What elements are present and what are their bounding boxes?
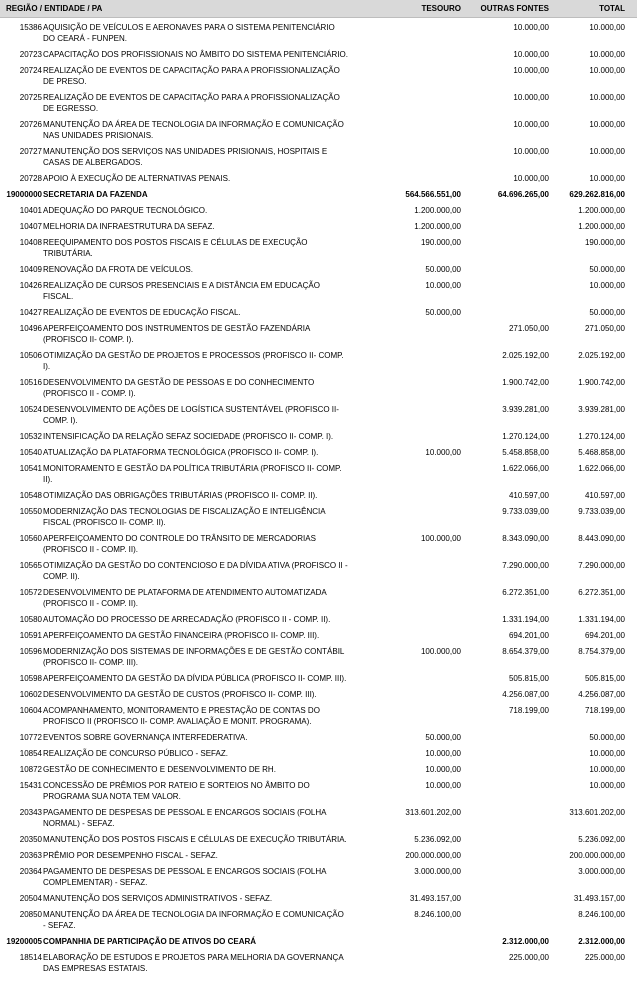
row-description: REALIZAÇÃO DE CURSOS PRESENCIAIS E A DISTÂNCIA EM EDUCAÇÃO FISCAL. xyxy=(43,281,320,301)
row-total: 271.050,00 xyxy=(584,324,625,333)
row-total: 4.256.087,00 xyxy=(578,690,625,699)
row-code: 15431 xyxy=(19,781,42,790)
row-code: 10580 xyxy=(19,615,42,624)
row-code: 10560 xyxy=(19,534,42,543)
row-total: 31.493.157,00 xyxy=(573,894,625,903)
table-row xyxy=(0,705,637,727)
row-code: 10540 xyxy=(19,448,42,457)
row-outras-fontes: 225.000,00 xyxy=(508,953,549,962)
row-tesouro: 10.000,00 xyxy=(425,781,461,790)
row-outras-fontes: 410.597,00 xyxy=(508,491,549,500)
row-tesouro: 3.000.000,00 xyxy=(414,867,461,876)
row-tesouro: 313.601.202,00 xyxy=(405,808,461,817)
row-description: MODERNIZAÇÃO DOS SISTEMAS DE INFORMAÇÕES E DE GESTÃO CONTÁBIL (PROFISCO II- COMP. III). xyxy=(43,647,345,667)
row-total: 10.000,00 xyxy=(589,781,625,790)
table-row xyxy=(0,587,637,609)
row-description: OTIMIZAÇÃO DA GESTÃO DO CONTENCIOSO E DA DÍVIDA ATIVA (PROFISCO II - COMP. II). xyxy=(43,561,348,581)
row-code: 10854 xyxy=(19,749,42,758)
table-header xyxy=(0,0,637,18)
row-total: 6.272.351,00 xyxy=(578,588,625,597)
row-total: 10.000,00 xyxy=(589,765,625,774)
row-description: PAGAMENTO DE DESPESAS DE PESSOAL E ENCARGOS SOCIAIS (FOLHA COMPLEMENTAR) - SEFAZ. xyxy=(43,867,327,887)
row-code: 10596 xyxy=(19,647,42,656)
table-row xyxy=(0,119,637,141)
row-code: 20725 xyxy=(19,93,42,102)
row-description: MANUTENÇÃO DOS SERVIÇOS ADMINISTRATIVOS - SEFAZ. xyxy=(43,894,273,903)
row-code: 10407 xyxy=(19,222,42,231)
table-row xyxy=(0,323,637,345)
row-description: SECRETARIA DA FAZENDA xyxy=(43,190,148,199)
row-tesouro: 100.000,00 xyxy=(420,534,461,543)
row-description: APERFEIÇOAMENTO DOS INSTRUMENTOS DE GESTÃO FAZENDÁRIA (PROFISCO II- COMP. I). xyxy=(43,324,310,344)
row-description: APERFEIÇOAMENTO DA GESTÃO FINANCEIRA (PROFISCO II- COMP. III). xyxy=(43,631,320,640)
row-code: 10516 xyxy=(19,378,42,387)
row-total: 1.900.742,00 xyxy=(578,378,625,387)
row-code: 10772 xyxy=(19,733,42,742)
row-outras-fontes: 10.000,00 xyxy=(513,120,549,129)
row-code: 10426 xyxy=(19,281,42,290)
row-description: RENOVAÇÃO DA FROTA DE VEÍCULOS. xyxy=(43,265,193,274)
table-row xyxy=(0,646,637,668)
row-description: MANUTENÇÃO DA ÁREA DE TECNOLOGIA DA INFORMAÇÃO E COMUNICAÇÃO NAS UNIDADES PRISIONAIS. xyxy=(43,120,344,140)
row-total: 505.815,00 xyxy=(584,674,625,683)
row-tesouro: 10.000,00 xyxy=(425,281,461,290)
row-code: 20363 xyxy=(19,851,42,860)
row-description: DESENVOLVIMENTO DA GESTÃO DE PESSOAS E DO CONHECIMENTO (PROFISCO II - COMP. I). xyxy=(43,378,315,398)
row-description: OTIMIZAÇÃO DAS OBRIGAÇÕES TRIBUTÁRIAS (PROFISCO II- COMP. II). xyxy=(43,491,318,500)
row-total: 8.754.379,00 xyxy=(578,647,625,656)
row-description: DESENVOLVIMENTO DE AÇÕES DE LOGÍSTICA SUSTENTÁVEL (PROFISCO II- COMP. I). xyxy=(43,405,339,425)
table-row xyxy=(0,732,637,743)
row-description: MANUTENÇÃO DA ÁREA DE TECNOLOGIA DA INFORMAÇÃO E COMUNICAÇÃO - SEFAZ. xyxy=(43,910,344,930)
row-total: 10.000,00 xyxy=(589,50,625,59)
row-code: 10401 xyxy=(19,206,42,215)
row-code: 10506 xyxy=(19,351,42,360)
row-tesouro: 1.200.000,00 xyxy=(414,222,461,231)
table-row xyxy=(0,689,637,700)
table-row xyxy=(0,350,637,372)
row-code: 20728 xyxy=(19,174,42,183)
row-code: 20350 xyxy=(19,835,42,844)
table-row xyxy=(0,850,637,861)
row-code: 20850 xyxy=(19,910,42,919)
row-total: 629.262.816,00 xyxy=(569,190,625,199)
row-tesouro: 1.200.000,00 xyxy=(414,206,461,215)
row-total: 1.622.066,00 xyxy=(578,464,625,473)
table-row xyxy=(0,630,637,641)
table-row xyxy=(0,447,637,458)
table-row xyxy=(0,404,637,426)
table-row xyxy=(0,764,637,775)
row-description: DESENVOLVIMENTO DA GESTÃO DE CUSTOS (PROFISCO II- COMP. III). xyxy=(43,690,317,699)
row-code: 15386 xyxy=(19,23,42,32)
table-row xyxy=(0,463,637,485)
row-tesouro: 10.000,00 xyxy=(425,765,461,774)
row-description: EVENTOS SOBRE GOVERNANÇA INTERFEDERATIVA. xyxy=(43,733,248,742)
row-outras-fontes: 1.270.124,00 xyxy=(502,432,549,441)
row-total: 9.733.039,00 xyxy=(578,507,625,516)
row-total: 7.290.000,00 xyxy=(578,561,625,570)
row-tesouro: 50.000,00 xyxy=(425,265,461,274)
row-code: 10602 xyxy=(19,690,42,699)
row-description: REALIZAÇÃO DE CONCURSO PÚBLICO - SEFAZ. xyxy=(43,749,228,758)
row-code: 10565 xyxy=(19,561,42,570)
row-total: 2.312.000,00 xyxy=(578,937,625,946)
row-code: 10598 xyxy=(19,674,42,683)
row-code: 10604 xyxy=(19,706,42,715)
row-total: 10.000,00 xyxy=(589,147,625,156)
row-description: MANUTENÇÃO DOS POSTOS FISCAIS E CÉLULAS DE EXECUÇÃO TRIBUTÁRIA. xyxy=(43,835,347,844)
table-row xyxy=(0,673,637,684)
row-code: 10550 xyxy=(19,507,42,516)
row-description: REALIZAÇÃO DE EVENTOS DE CAPACITAÇÃO PARA A PROFISSIONALIZAÇÃO DE PRESO. xyxy=(43,66,340,86)
row-total: 1.200.000,00 xyxy=(578,222,625,231)
row-description: APERFEIÇOAMENTO DA GESTÃO DA DÍVIDA PÚBLICA (PROFISCO II- COMP. III). xyxy=(43,674,347,683)
row-total: 313.601.202,00 xyxy=(569,808,625,817)
table-row xyxy=(0,748,637,759)
row-outras-fontes: 1.622.066,00 xyxy=(502,464,549,473)
row-description: MELHORIA DA INFRAESTRUTURA DA SEFAZ. xyxy=(43,222,215,231)
row-code: 10872 xyxy=(19,765,42,774)
row-total: 8.443.090,00 xyxy=(578,534,625,543)
row-code: 10524 xyxy=(19,405,42,414)
row-description: COMPANHIA DE PARTICIPAÇÃO DE ATIVOS DO CEARÁ xyxy=(43,937,257,946)
column-header-region: REGIÃO / ENTIDADE / PA xyxy=(6,4,103,13)
row-total: 1.270.124,00 xyxy=(578,432,625,441)
table-row xyxy=(0,431,637,442)
row-total: 718.199,00 xyxy=(584,706,625,715)
row-total: 1.331.194,00 xyxy=(578,615,625,624)
row-tesouro: 10.000,00 xyxy=(425,749,461,758)
entity-row xyxy=(0,936,637,947)
row-tesouro: 5.236.092,00 xyxy=(414,835,461,844)
row-description: MODERNIZAÇÃO DAS TECNOLOGIAS DE FISCALIZAÇÃO E INTELIGÊNCIA FISCAL (PROFISCO II- COMP. II). xyxy=(43,507,326,527)
row-code: 10409 xyxy=(19,265,42,274)
table-row xyxy=(0,49,637,60)
table-row xyxy=(0,264,637,275)
row-tesouro: 100.000,00 xyxy=(420,647,461,656)
row-description: APOIO À EXECUÇÃO DE ALTERNATIVAS PENAIS. xyxy=(43,174,231,183)
row-description: ADEQUAÇÃO DO PARQUE TECNOLÓGICO. xyxy=(43,206,208,215)
row-total: 10.000,00 xyxy=(589,23,625,32)
row-total: 3.939.281,00 xyxy=(578,405,625,414)
row-total: 200.000.000,00 xyxy=(569,851,625,860)
row-outras-fontes: 9.733.039,00 xyxy=(502,507,549,516)
row-outras-fontes: 7.290.000,00 xyxy=(502,561,549,570)
row-outras-fontes: 10.000,00 xyxy=(513,93,549,102)
table-row xyxy=(0,780,637,802)
column-header-total: TOTAL xyxy=(599,4,625,13)
row-code: 20343 xyxy=(19,808,42,817)
table-row xyxy=(0,952,637,974)
table-row xyxy=(0,307,637,318)
row-total: 50.000,00 xyxy=(589,265,625,274)
row-total: 3.000.000,00 xyxy=(578,867,625,876)
row-outras-fontes: 10.000,00 xyxy=(513,174,549,183)
row-code: 20726 xyxy=(19,120,42,129)
table-row xyxy=(0,807,637,829)
row-description: ACOMPANHAMENTO, MONITORAMENTO E PRESTAÇÃO DE CONTAS DO PROFISCO II (PROFISCO II- COMP. AVALIAÇÃO E MONIT. PROGRAMA). xyxy=(43,706,320,726)
row-total: 1.200.000,00 xyxy=(578,206,625,215)
row-description: OTIMIZAÇÃO DA GESTÃO DE PROJETOS E PROCESSOS (PROFISCO II- COMP. I). xyxy=(43,351,344,371)
row-outras-fontes: 8.343.090,00 xyxy=(502,534,549,543)
row-outras-fontes: 2.025.192,00 xyxy=(502,351,549,360)
row-description: DESENVOLVIMENTO DE PLATAFORMA DE ATENDIMENTO AUTOMATIZADA (PROFISCO II - COMP. II). xyxy=(43,588,327,608)
table-row xyxy=(0,146,637,168)
row-description: PRÊMIO POR DESEMPENHO FISCAL - SEFAZ. xyxy=(43,851,218,860)
row-tesouro: 200.000.000,00 xyxy=(405,851,461,860)
row-description: REEQUIPAMENTO DOS POSTOS FISCAIS E CÉLULAS DE EXECUÇÃO TRIBUTÁRIA. xyxy=(43,238,308,258)
row-description: MANUTENÇÃO DOS SERVIÇOS NAS UNIDADES PRISIONAIS, HOSPITAIS E CASAS DE ALBERGADOS. xyxy=(43,147,328,167)
row-outras-fontes: 694.201,00 xyxy=(508,631,549,640)
row-code: 20727 xyxy=(19,147,42,156)
row-code: 20364 xyxy=(19,867,42,876)
row-total: 10.000,00 xyxy=(589,120,625,129)
row-code: 20724 xyxy=(19,66,42,75)
row-tesouro: 50.000,00 xyxy=(425,308,461,317)
row-total: 10.000,00 xyxy=(589,93,625,102)
row-code: 19200005 xyxy=(6,937,42,946)
row-tesouro: 564.566.551,00 xyxy=(405,190,461,199)
row-outras-fontes: 718.199,00 xyxy=(508,706,549,715)
row-description: INTENSIFICAÇÃO DA RELAÇÃO SEFAZ SOCIEDADE (PROFISCO II- COMP. I). xyxy=(43,432,334,441)
row-outras-fontes: 64.696.265,00 xyxy=(497,190,549,199)
row-total: 5.468.858,00 xyxy=(578,448,625,457)
table-row xyxy=(0,221,637,232)
row-tesouro: 190.000,00 xyxy=(420,238,461,247)
row-outras-fontes: 1.331.194,00 xyxy=(502,615,549,624)
table-row xyxy=(0,506,637,528)
row-outras-fontes: 5.458.858,00 xyxy=(502,448,549,457)
row-description: REALIZAÇÃO DE EVENTOS DE CAPACITAÇÃO PARA A PROFISSIONALIZAÇÃO DE EGRESSO. xyxy=(43,93,340,113)
row-total: 10.000,00 xyxy=(589,66,625,75)
column-header-tesouro: TESOURO xyxy=(421,4,461,13)
table-row xyxy=(0,173,637,184)
row-code: 10548 xyxy=(19,491,42,500)
table-row xyxy=(0,237,637,259)
row-code: 10532 xyxy=(19,432,42,441)
row-total: 10.000,00 xyxy=(589,174,625,183)
table-row xyxy=(0,834,637,845)
row-outras-fontes: 505.815,00 xyxy=(508,674,549,683)
row-description: AQUISIÇÃO DE VEÍCULOS E AERONAVES PARA O SISTEMA PENITENCIÁRIO DO CEARÁ - FUNPEN. xyxy=(43,23,335,43)
table-body xyxy=(0,18,637,974)
table-row xyxy=(0,909,637,931)
row-code: 18514 xyxy=(19,953,42,962)
table-row xyxy=(0,65,637,87)
table-row xyxy=(0,533,637,555)
row-outras-fontes: 8.654.379,00 xyxy=(502,647,549,656)
row-tesouro: 10.000,00 xyxy=(425,448,461,457)
table-row xyxy=(0,22,637,44)
row-description: GESTÃO DE CONHECIMENTO E DESENVOLVIMENTO DE RH. xyxy=(43,765,276,774)
row-code: 10541 xyxy=(19,464,42,473)
table-row xyxy=(0,490,637,501)
row-description: PAGAMENTO DE DESPESAS DE PESSOAL E ENCARGOS SOCIAIS (FOLHA NORMAL) - SEFAZ. xyxy=(43,808,327,828)
row-total: 10.000,00 xyxy=(589,749,625,758)
row-total: 190.000,00 xyxy=(584,238,625,247)
row-description: CONCESSÃO DE PRÊMIOS POR RATEIO E SORTEIOS NO ÂMBITO DO PROGRAMA SUA NOTA TEM VALOR. xyxy=(43,781,310,801)
row-outras-fontes: 3.939.281,00 xyxy=(502,405,549,414)
row-outras-fontes: 10.000,00 xyxy=(513,50,549,59)
table-row xyxy=(0,205,637,216)
row-code: 10572 xyxy=(19,588,42,597)
entity-row xyxy=(0,189,637,200)
row-total: 50.000,00 xyxy=(589,733,625,742)
row-total: 8.246.100,00 xyxy=(578,910,625,919)
row-total: 2.025.192,00 xyxy=(578,351,625,360)
row-description: MONITORAMENTO E GESTÃO DA POLÍTICA TRIBUTÁRIA (PROFISCO II- COMP. II). xyxy=(43,464,342,484)
row-description: AUTOMAÇÃO DO PROCESSO DE ARRECADAÇÃO (PROFISCO II - COMP. II). xyxy=(43,615,331,624)
row-code: 19000000 xyxy=(6,190,42,199)
row-code: 10496 xyxy=(19,324,42,333)
row-code: 20504 xyxy=(19,894,42,903)
row-tesouro: 8.246.100,00 xyxy=(414,910,461,919)
row-outras-fontes: 4.256.087,00 xyxy=(502,690,549,699)
table-row xyxy=(0,893,637,904)
row-description: ELABORAÇÃO DE ESTUDOS E PROJETOS PARA MELHORIA DA GOVERNANÇA DAS EMPRESAS ESTATAIS. xyxy=(43,953,344,973)
row-total: 10.000,00 xyxy=(589,281,625,290)
table-row xyxy=(0,866,637,888)
table-row xyxy=(0,560,637,582)
row-outras-fontes: 1.900.742,00 xyxy=(502,378,549,387)
row-outras-fontes: 271.050,00 xyxy=(508,324,549,333)
row-code: 10408 xyxy=(19,238,42,247)
row-outras-fontes: 10.000,00 xyxy=(513,147,549,156)
table-row xyxy=(0,92,637,114)
row-code: 10427 xyxy=(19,308,42,317)
row-description: REALIZAÇÃO DE EVENTOS DE EDUCAÇÃO FISCAL. xyxy=(43,308,241,317)
row-code: 20723 xyxy=(19,50,42,59)
row-outras-fontes: 6.272.351,00 xyxy=(502,588,549,597)
row-tesouro: 50.000,00 xyxy=(425,733,461,742)
row-total: 694.201,00 xyxy=(584,631,625,640)
table-row xyxy=(0,280,637,302)
row-description: ATUALIZAÇÃO DA PLATAFORMA TECNOLÓGICA (PROFISCO II- COMP. I). xyxy=(43,448,319,457)
row-total: 410.597,00 xyxy=(584,491,625,500)
table-row xyxy=(0,377,637,399)
row-total: 50.000,00 xyxy=(589,308,625,317)
column-header-outras-fontes: OUTRAS FONTES xyxy=(480,4,549,13)
row-code: 10591 xyxy=(19,631,42,640)
row-description: CAPACITAÇÃO DOS PROFISSIONAIS NO ÂMBITO DO SISTEMA PENITENCIÁRIO. xyxy=(43,50,348,59)
row-tesouro: 31.493.157,00 xyxy=(409,894,461,903)
row-total: 5.236.092,00 xyxy=(578,835,625,844)
row-total: 225.000,00 xyxy=(584,953,625,962)
row-outras-fontes: 2.312.000,00 xyxy=(502,937,549,946)
row-outras-fontes: 10.000,00 xyxy=(513,66,549,75)
row-outras-fontes: 10.000,00 xyxy=(513,23,549,32)
table-row xyxy=(0,614,637,625)
row-description: APERFEIÇOAMENTO DO CONTROLE DO TRÂNSITO DE MERCADORIAS (PROFISCO II - COMP. II). xyxy=(43,534,316,554)
